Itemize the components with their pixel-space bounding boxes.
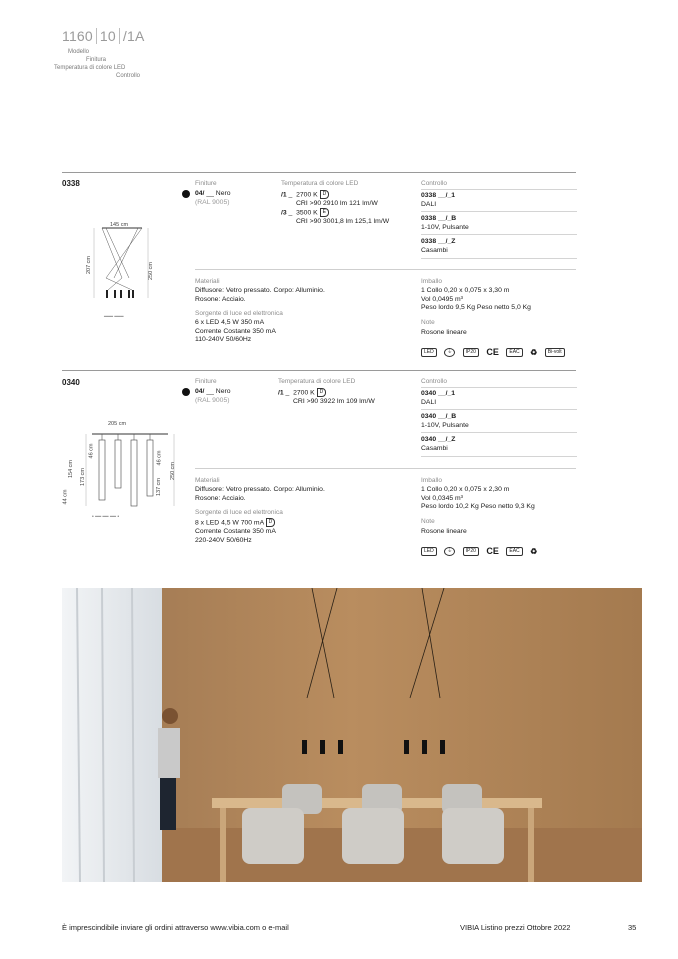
class-cert-icon: ⏚: [444, 348, 455, 357]
imballo-line: 1 Collo 0,20 x 0,075 x 3,30 m: [421, 287, 510, 294]
legend-controllo: Controllo: [116, 73, 141, 79]
sorgente-label: Sorgente di luce ed elettronica: [195, 310, 283, 318]
temp-detail: CRI >90 3922 lm 109 lm/W: [293, 397, 375, 405]
control-desc: 1-10V, Pulsante: [421, 223, 469, 231]
control-code: 0338 __/_B: [421, 215, 457, 223]
imballo-line: Peso lordo 10,2 Kg Peso netto 9,3 Kg: [421, 503, 535, 511]
materiali-line: Rosone: Acciaio.: [195, 494, 246, 502]
imballo-label: Imballo: [421, 477, 442, 484]
code-finish: 10: [97, 28, 120, 44]
materiali-label: Materiali: [195, 278, 220, 285]
drawing-width-label: 205 cm: [108, 421, 127, 427]
energy-badge: D: [266, 518, 276, 527]
temp-detail: CRI >90 2910 lm 121 lm/W: [296, 199, 378, 207]
ce-mark-icon: CE: [486, 546, 499, 557]
led-cert-icon: LED: [421, 348, 437, 357]
drawing-total-label: 250 cm: [148, 261, 155, 281]
finish-code: 04/: [195, 388, 205, 395]
drawing-height-label: 207 cm: [86, 255, 93, 275]
drawing-dim-44: 44 cm: [62, 489, 69, 505]
footer-order-note: È imprescindibile inviare gli ordini attraverso www.vibia.com o e-mail: [62, 923, 289, 932]
certification-icons: [421, 343, 577, 361]
drawing-dim-173: 173 cm: [80, 467, 87, 487]
drawing-dim-46a: 46 cm: [88, 443, 95, 459]
recycle-icon: ♻: [530, 546, 538, 556]
sorgente-label: Sorgente di luce ed elettronica: [195, 509, 283, 517]
materiali-line: Diffusore: Vetro pressato. Corpo: Alluminio.: [195, 486, 325, 493]
sorgente-line: 110-240V 50/60Hz: [195, 336, 252, 344]
note-label: Note: [421, 517, 435, 525]
imballo-line: Vol 0,0345 m³: [421, 494, 463, 502]
temp-code: /1: [281, 191, 287, 199]
led-temperature-block: [278, 378, 418, 406]
section-divider: [62, 172, 576, 173]
temp-detail: CRI >90 3001,8 lm 125,1 lm/W: [296, 218, 390, 226]
control-option: [421, 390, 577, 410]
finiture-block: [195, 180, 231, 207]
imballo-line: 1 Collo 0,20 x 0,075 x 2,30 m: [421, 486, 510, 493]
control-code: 0340 __/_B: [421, 413, 457, 421]
product-code: 0338: [62, 179, 80, 188]
code-legend: [54, 48, 144, 80]
control-code: 0340 __/_1: [421, 390, 456, 397]
legend-temperatura: Temperatura di colore LED: [54, 65, 126, 71]
control-desc: 1-10V, Pulsante: [421, 421, 469, 429]
control-desc: DALI: [421, 200, 437, 208]
sub-divider: [195, 468, 576, 469]
energy-badge: D: [320, 190, 330, 199]
sorgente-line: Corrente Costante 350 mA: [195, 528, 276, 536]
imballo-label: Imballo: [421, 278, 442, 285]
control-desc: Casambi: [421, 444, 448, 452]
product-code: 0340: [62, 378, 80, 387]
model-code-header: [62, 28, 148, 44]
control-code: 0340 __/_Z: [421, 436, 456, 444]
svg-text:• ━━ ━━ ━━ •: • ━━ ━━ ━━ •: [92, 514, 120, 520]
finish-swatch-nero: [182, 388, 190, 396]
control-code: 0338 __/_Z: [421, 238, 456, 246]
control-option: [421, 215, 577, 235]
note-label: Note: [421, 318, 435, 326]
energy-badge: E: [320, 208, 329, 217]
drawing-total-label: 250 cm: [170, 461, 177, 481]
recycle-icon: ♻: [530, 347, 538, 357]
product-0340-drawing: [78, 426, 182, 522]
finish-name: __ Nero: [206, 190, 231, 197]
controllo-block: [421, 378, 577, 460]
controllo-block: [421, 180, 577, 262]
class-cert-icon: ⏚: [444, 547, 455, 556]
imballo-block: [421, 477, 577, 560]
temp-code: /3: [281, 209, 287, 217]
finiture-label: Finiture: [195, 180, 217, 187]
materiali-block: [195, 278, 405, 345]
page-number: 35: [628, 923, 637, 932]
control-option: [421, 192, 577, 212]
imballo-line: Peso lordo 9,5 Kg Peso netto 5,0 Kg: [421, 304, 531, 312]
finish-row: [195, 388, 231, 397]
temp-kelvin: 2700 K: [293, 389, 315, 397]
materiali-label: Materiali: [195, 477, 220, 484]
imballo-block: [421, 278, 577, 361]
finish-code: 04/: [195, 190, 205, 197]
drawing-dim-46b: 46 cm: [156, 450, 163, 466]
note-text: Rosone lineare: [421, 328, 467, 336]
section-divider: [62, 370, 576, 371]
eac-cert-icon: EAC: [506, 547, 522, 556]
sorgente-line: Corrente Costante 350 mA: [195, 327, 276, 335]
legend-modello: Modello: [68, 49, 90, 55]
footer-catalog: VIBIA Listino prezzi Ottobre 2022: [460, 923, 571, 932]
sorgente-line: 220-240V 50/60Hz: [195, 536, 252, 544]
drawing-dim-137: 137 cm: [156, 477, 163, 497]
control-desc: Casambi: [421, 246, 448, 254]
temp-kelvin: 2700 K: [296, 191, 318, 199]
finish-row: [195, 190, 231, 199]
code-model: 1160: [62, 28, 97, 44]
sub-divider: [195, 269, 576, 270]
finish-swatch-nero: [182, 190, 190, 198]
control-code: 0338 __/_1: [421, 192, 456, 199]
materiali-line: Diffusore: Vetro pressato. Corpo: Alluminio.: [195, 287, 325, 294]
finiture-label: Finiture: [195, 378, 217, 385]
drawing-width-label: 145 cm: [110, 222, 129, 228]
sorgente-line: [195, 518, 405, 528]
note-text: Rosone lineare: [421, 527, 467, 535]
led-temperature-block: [281, 180, 416, 227]
eac-cert-icon: EAC: [506, 348, 522, 357]
ambient-photo-illustration: [62, 588, 642, 882]
certification-icons: [421, 542, 577, 560]
temp-row: /1 _ 2700 K D: [281, 190, 416, 200]
energy-badge: D: [317, 388, 327, 397]
controllo-label: Controllo: [421, 378, 577, 388]
ambient-photo: [62, 588, 642, 882]
ce-mark-icon: CE: [486, 347, 499, 358]
control-option: [421, 436, 577, 456]
finish-ral: (RAL 9005): [195, 198, 230, 206]
legend-finitura: Finitura: [86, 57, 107, 63]
temp-kelvin: 3500 K: [296, 209, 318, 217]
imballo-line: Vol 0,0495 m³: [421, 295, 463, 303]
controllo-label: Controllo: [421, 180, 577, 190]
control-option: [421, 413, 577, 433]
sorgente-line: 6 x LED 4,5 W 350 mA: [195, 319, 265, 327]
ip20-cert-icon: IP20: [463, 348, 479, 357]
code-led-control: /1A: [122, 28, 145, 44]
led-temp-label: Temperatura di colore LED: [281, 180, 359, 187]
led-temp-label: Temperatura di colore LED: [278, 378, 356, 385]
control-desc: DALI: [421, 398, 437, 406]
led-cert-icon: LED: [421, 547, 437, 556]
temp-code: /1: [278, 389, 284, 397]
temp-row: /1 _ 2700 K D: [278, 388, 418, 398]
finish-ral: (RAL 9005): [195, 396, 230, 404]
ip20-cert-icon: IP20: [463, 547, 479, 556]
drawing-dim-154: 154 cm: [68, 459, 75, 479]
materiali-block: [195, 477, 405, 545]
finiture-block: [195, 378, 231, 405]
control-option: [421, 238, 577, 258]
temp-row: /3 _ 3500 K E: [281, 208, 416, 218]
finish-name: __ Nero: [206, 388, 231, 395]
sorgente-led: 8 x LED 4,5 W 700 mA: [195, 519, 264, 527]
materiali-line: Rosone: Acciaio.: [195, 295, 246, 303]
bivolt-cert-icon: Bi-volt: [545, 348, 565, 357]
svg-text:━━━ ━━━: ━━━ ━━━: [104, 314, 124, 320]
